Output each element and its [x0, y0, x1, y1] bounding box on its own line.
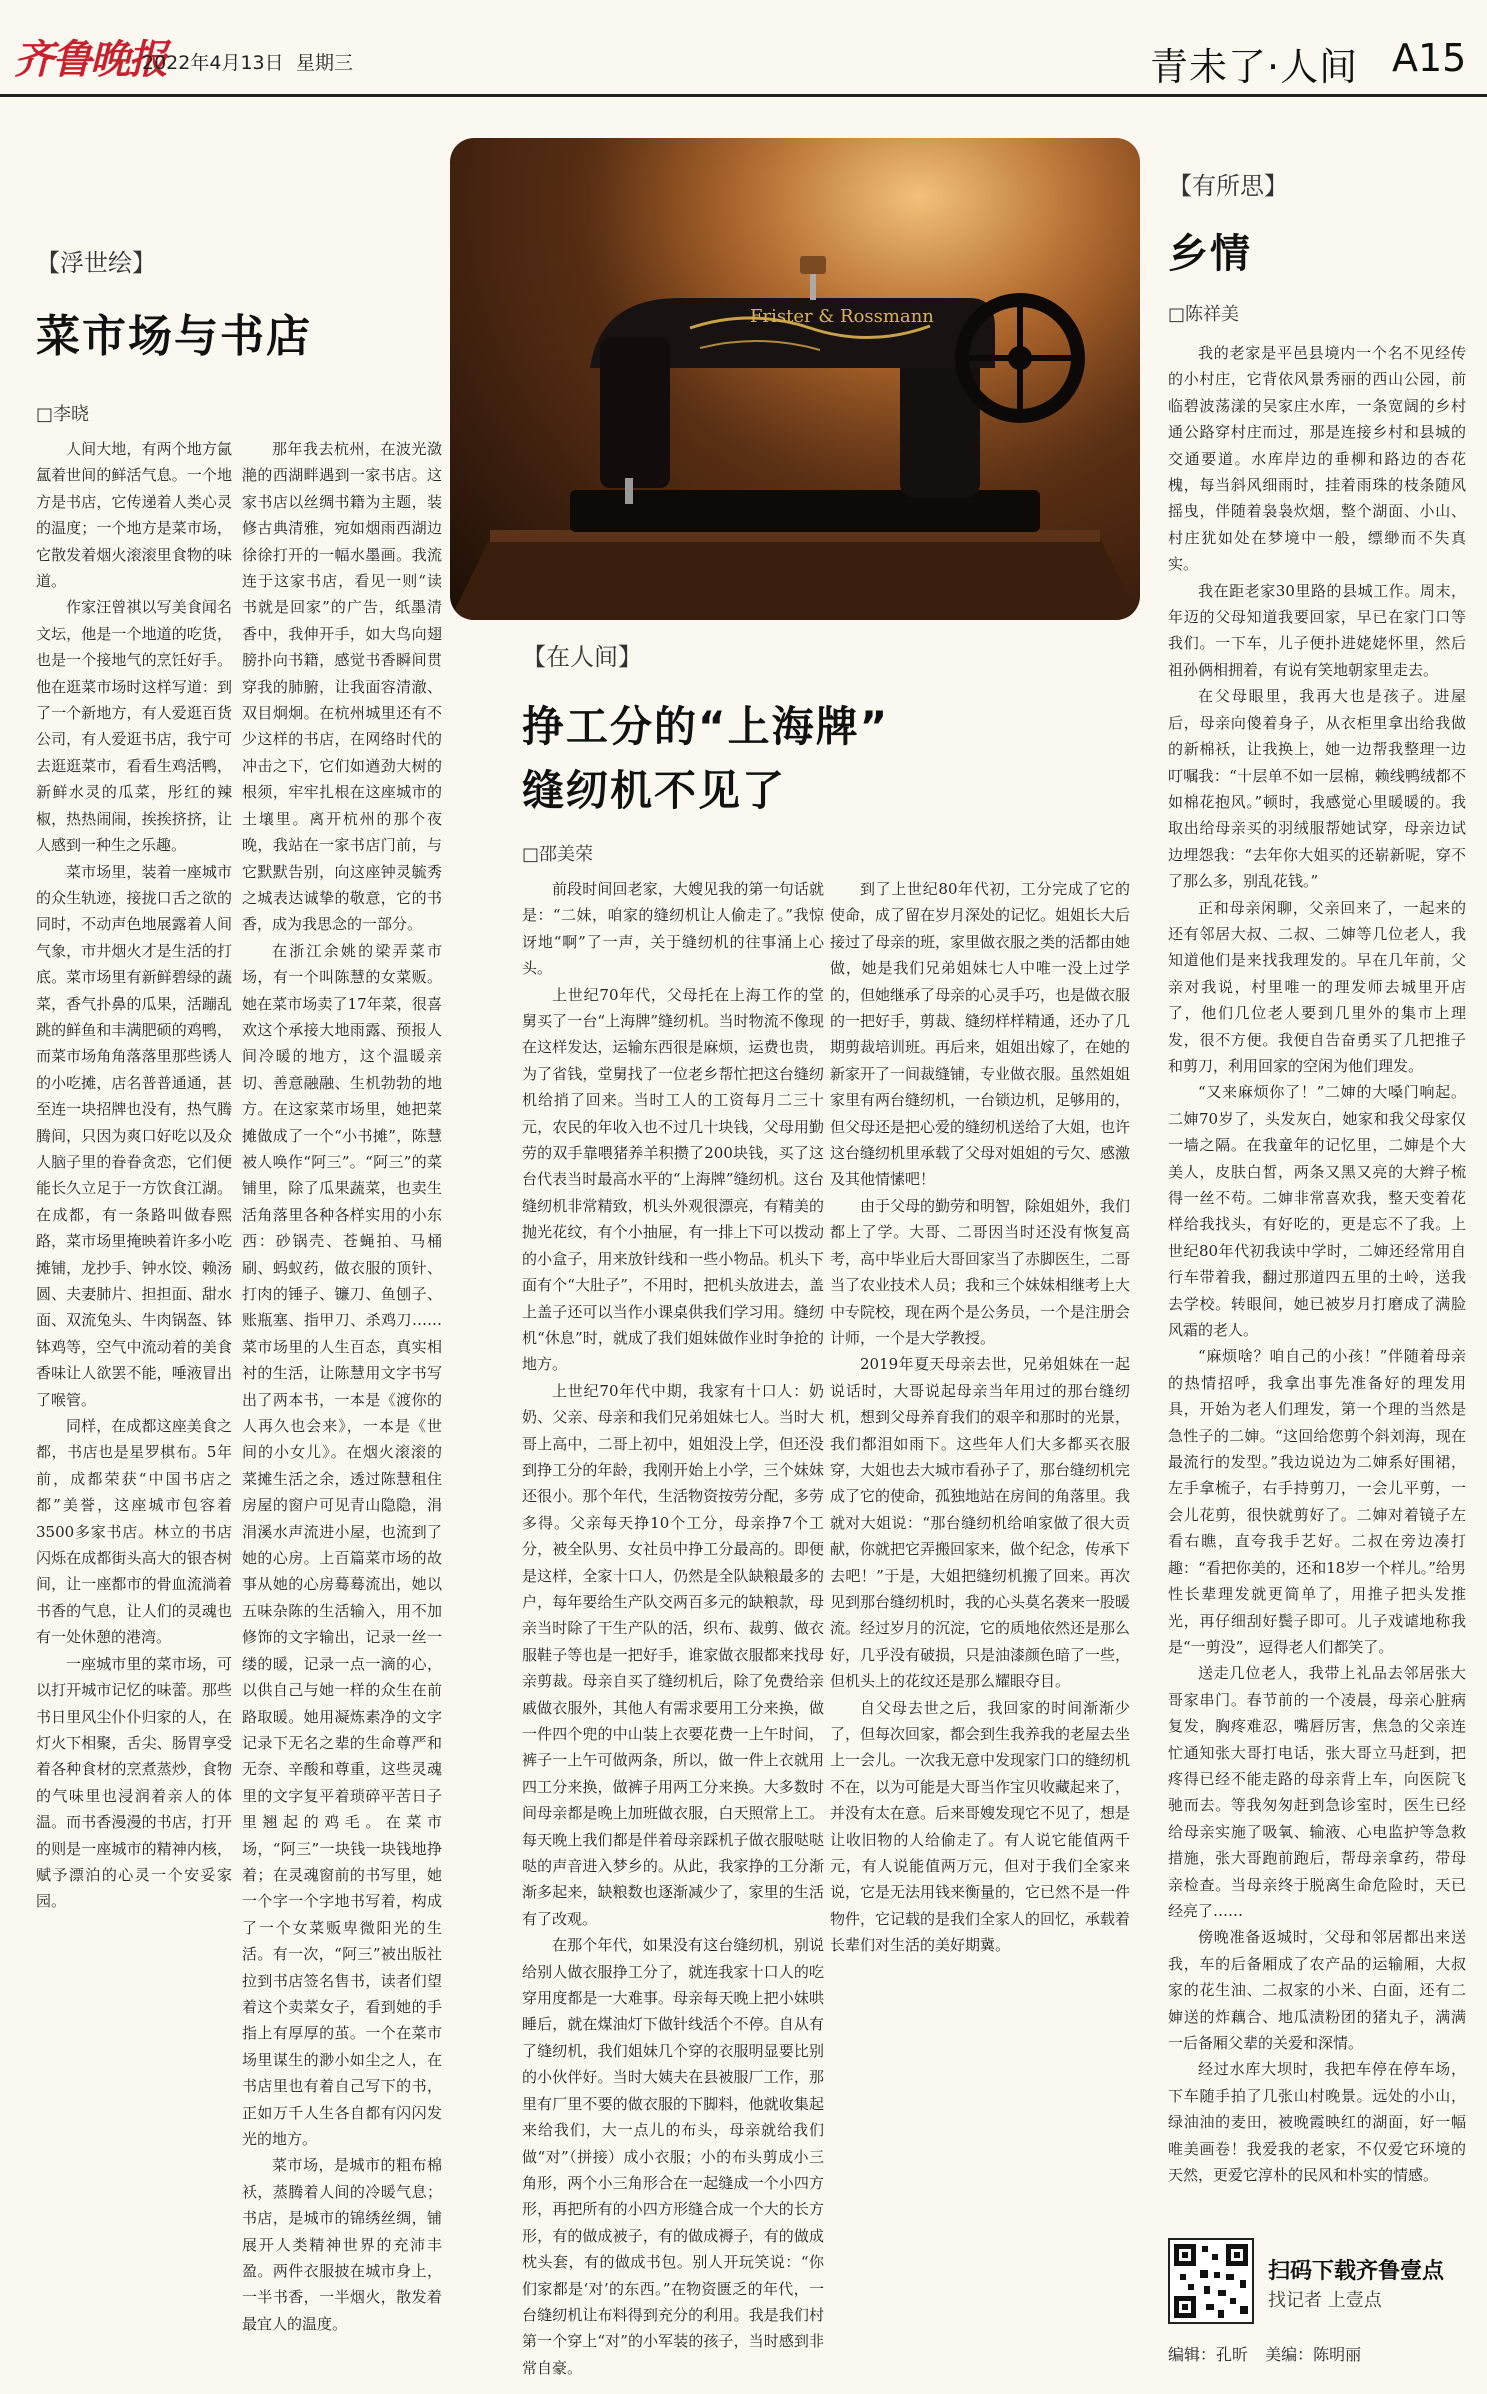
- paragraph: 送走几位老人，我带上礼品去邻居张大哥家串门。春节前的一个凌晨，母亲心脏病复发，胸疼难忍，嘴唇厉害，焦急的父亲连忙通知张大哥打电话，张大哥立马赶到，把疼得已经不能走路的母亲背上车，向医院飞驰而去。等我匆匆赶到急诊室时，医生已经给母亲实施了吸氧、输液、心电监护等急救措施，张大哥跑前跑后，帮母亲拿药，带母亲检查。当母亲终于脱离生命危险时，天已经亮了……: [1168, 1664, 1466, 1920]
- middle-article-column-2: [830, 876, 1130, 2381]
- designer-name: 美编：陈明丽: [1265, 2345, 1362, 2364]
- paragraph: 正和母亲闲聊，父亲回来了，一起来的还有邻居大叔、二叔、二婶等几位老人，我知道他们是来找我理发的。早在几年前，父亲对我说，村里唯一的理发师去城里开店了，他们几位老人要到几里外的集市上理发，很不方便。我便自告奋勇买了几把推子和剪刀，利用回家的空闲为他们理发。: [1168, 898, 1466, 1075]
- page-number: A15: [1392, 36, 1467, 80]
- left-article-column-1: [36, 436, 232, 2386]
- paragraph: 那年我去杭州，在波光潋滟的西湖畔遇到一家书店。这家书店以丝绸书籍为主题，装修古典清雅，宛如烟雨西湖边徐徐打开的一幅水墨画。我流连于这家书店，看见一则“读书就是回家”的广告，纸墨清香中，我伸开手，如大鸟向翅膀扑向书籍，感觉书香瞬间贯穿我的肺腑，让我面容清澈、双目炯炯。在杭州城里还有不少这样的书店，在网络时代的冲击之下，它们如遒劲大树的根须，牢牢扎根在这座城市的土壤里。离开杭州的那个夜晚，我站在一家书店门前，与它默默告别，向这座钟灵毓秀之城表达诚挚的敬意，它的书香，成为我思念的一部分。: [242, 440, 442, 934]
- middle-article-byline: □邵美荣: [522, 844, 594, 865]
- right-article-tag: 【有所思】: [1168, 172, 1288, 200]
- paragraph: 自父母去世之后，我回家的时间渐渐少了，但每次回家，都会到生我养我的老屋去坐上一会儿。一次我无意中发现家门口的缝纫机不在，以为可能是大哥当作宝贝收藏起来了，并没有太在意。后来哥嫂发现它不见了，想是让收旧物的人给偷走了。有人说它能值两千元，有人说能值两万元，但对于我们全家来说，它是无法用钱来衡量的，它已然不是一件物件，它记载的是我们全家人的回忆，承载着长辈们对生活的美好期冀。: [830, 1698, 1130, 1955]
- issue-weekday: 星期三: [296, 52, 354, 74]
- masthead-rule: [0, 94, 1487, 97]
- paragraph: 作家汪曾祺以写美食闻名文坛，他是一个地道的吃货，也是一个接地气的烹饪好手。他在逛菜市场时这样写道：到了一个新地方，有人爱逛百货公司，有人爱逛书店，我宁可去逛逛菜市，看看生鸡活鸭，新鲜水灵的瓜菜，彤红的辣椒，热热闹闹，挨挨挤挤，让人感到一种生之乐趣。: [36, 598, 232, 855]
- issue-date: 2022年4月13日: [142, 52, 284, 74]
- paragraph: 由于父母的勤劳和明智，除姐姐外，我们都上了学。大哥、二哥因当时还没有恢复高考，高中毕业后大哥回家当了赤脚医生，二哥当了农业技术人员；我和三个妹妹相继考上大中专院校，现在两个是公务员，一个是注册会计师，一个是大学教授。: [830, 1196, 1130, 1347]
- paragraph: 在浙江余姚的梁弄菜市场，有一个叫陈慧的女菜贩。她在菜市场卖了17年菜，很喜欢这个承接大地雨露、预报人间冷暖的地方，这个温暖亲切、善意融融、生机勃勃的地方。在这家菜市场里，她把菜摊做成了一个“小书摊”，陈慧被人唤作“阿三”。“阿三”的菜铺里，除了瓜果蔬菜，也卖生活角落里各种各样实用的小东西：砂锅壳、苍蝇拍、马桶刷、蚂蚁药，做衣服的顶针、打肉的锤子、镰刀、鱼刨子、账瓶塞、指甲刀、杀鸡刀……菜市场里的人生百态，真实相衬的生活，让陈慧用文字书写出了两本书，一本是《渡你的人再久也会来》，一本是《世间的小女儿》。在烟火滚滚的菜摊生活之余，透过陈慧租住房屋的窗户可见青山隐隐，涓涓溪水声流进小屋，也流到了她的心房。上百篇菜市场的故事从她的心房蓦蓦流出，她以五味杂陈的生活输入，用不加修饰的文字输出，记录一丝一缕的暖，记录一点一滴的心，以供自己与她一样的众生在前路取暖。她用凝炼素净的文字记录下无名之辈的生命尊严和无奈、辛酸和尊重，这些灵魂里的文字复平着琐碎平苦日子里翘起的鸡毛。在菜市场，“阿三”一块钱一块钱地挣着；在灵魂窗前的书写里，她一个字一个字地书写着，构成了一个女菜贩卑微阳光的生活。有一次，“阿三”被出版社拉到书店签名售书，读者们望着这个卖菜女子，看到她的手指上有厚厚的茧。一个在菜市场里谋生的渺小如尘之人，在书店里也有着自己写下的书，正如万千人生各自都有闪闪发光的地方。: [242, 941, 442, 2148]
- paragraph: 在父母眼里，我再大也是孩子。进屋后，母亲向傻着身子，从衣柜里拿出给我做的新棉袄，让我换上，她一边帮我整理一边叮嘱我：“十层单不如一层棉，赖线鸭绒都不如棉花抱风。”顿时，我感觉心里暖暖的。我取出给母亲买的羽绒服帮她试穿，母亲边试边埋怨我：“去年你大姐买的还崭新呢，穿不了那么多，别乱花钱。”: [1168, 687, 1466, 891]
- middle-article-column-1: [522, 876, 824, 2381]
- paragraph: 傍晚准备返城时，父母和邻居都出来送我，车的后备厢成了农产品的运输厢，大叔家的花生油、二叔家的小米、白面，还有二婶送的炸藕合、地瓜渍粉团的猪丸子，满满一后备厢父辈的关爱和深情。: [1168, 1928, 1466, 2052]
- right-article-title: 乡情: [1168, 231, 1252, 277]
- paragraph: 菜市场，是城市的粗布棉袄，蒸腾着人间的冷暖气息；书店，是城市的锦绣丝绸，铺展开人类精神世界的充沛丰盈。两件衣服披在城市身上，一半书香，一半烟火，散发着最宜人的温度。: [242, 2156, 442, 2333]
- scan-download-title: 扫码下载齐鲁壹点: [1268, 2259, 1445, 2284]
- middle-article-title-line-2: 缝纫机不见了: [522, 766, 787, 815]
- editor-name: 编辑：孔昕: [1168, 2345, 1249, 2364]
- paragraph: 同样，在成都这座美食之都，书店也是星罗棋布。5年前，成都荣获“中国书店之都”美誉，这座城市包容着3500多家书店。林立的书店闪烁在成都街头高大的银杏树间，让一座都市的骨血流淌着书香的气息，让人们的灵魂也有一处休憩的港湾。: [36, 1417, 232, 1647]
- masthead: [0, 0, 1487, 96]
- sewing-machine-photo: [450, 138, 1140, 620]
- paragraph: “麻烦啥？咱自己的小孩！”伴随着母亲的热情招呼，我拿出事先准备好的理发用具，开始为老人们理发，第一个理的当然是急性子的二婶。“这回给您剪个斜刘海，现在最流行的发型。”我边说边为二婶系好围裙，左手拿梳子，右手持剪刀，一会儿平剪，一会儿花剪，很快就剪好了。二婶对着镜子左看右瞧，直夸我手艺好。二叔在旁边凑打趣：“看把你美的，还和18岁一个样儿。”给男性长辈理发就更简单了，用推子把头发推光，再仔细刮好鬓子即可。儿子戏谑地称我是“一剪没”，逗得老人们都笑了。: [1168, 1347, 1466, 1656]
- right-article-column: [1168, 340, 1466, 2215]
- paragraph: 上世纪70年代中期，我家有十口人：奶奶、父亲、母亲和我们兄弟姐妹七人。当时大哥上高中，二哥上初中，姐姐没上学，但还没到挣工分的年龄，我刚开始上小学，三个妹妹还很小。那个年代，生活物资按劳分配，多劳多得。父亲每天挣10个工分，母亲挣7个工分，被全队男、女社员中挣工分最高的。即便是这样，全家十口人，仍然是全队缺粮最多的户，每年要给生产队交两百多元的缺粮款，母亲当时除了干生产队的活，织布、裁剪、做衣服鞋子等也是一把好手，谁家做衣服都来找母亲剪裁。母亲自买了缝纫机后，除了免费给亲戚做衣服外，其他人有需求要用工分来换，做一件四个兜的中山装上衣要花费一上午时间，裤子一上午可做两条，所以，做一件上衣就用四工分来换，做裤子用两工分来换。大多数时间母亲都是晚上加班做衣服，白天照常上工。每天晚上我们都是伴着母亲踩机子做衣服哒哒哒的声音进入梦乡的。从此，我家挣的工分渐渐多起来，缺粮数也逐渐减少了，家里的生活有了改观。: [522, 1381, 824, 1928]
- brand-decal: Frister & Rossmann: [750, 306, 934, 327]
- paragraph: 一座城市里的菜市场，可以打开城市记忆的味蕾。那些书日里风尘仆仆归家的人，在灯火下相聚，舌尖、肠胃享受着各种食材的烹煮蒸炒，食物的气味里也浸润着亲人的体温。而书香漫漫的书店，打开的则是一座城市的精神内核，赋予漂泊的心灵一个安妥家园。: [36, 1654, 232, 1911]
- section-name: 青未了·人间: [1150, 45, 1359, 89]
- paragraph: “又来麻烦你了！”二婶的大嗓门响起。二婶70岁了，头发灰白，她家和我父母家仅一墙之隔。在我童年的记忆里，二婶是个大美人，皮肤白皙，两条又黑又亮的大辫子梳得一丝不苟。二婶非常喜欢我，整天变着花样给我找头，有好吃的，更是忘不了我。上世纪80年代初我读中学时，二婶还经常用自行车带着我，翻过那道四五里的土岭，送我去学校。转眼间，她已被岁月打磨成了满脸风霜的老人。: [1168, 1083, 1466, 1340]
- paragraph: 我的老家是平邑县境内一个名不见经传的小村庄，它背依风景秀丽的西山公园，前临碧波荡漾的吴家庄水库，一条宽阔的乡村通公路穿村庄而过，那是连接乡村和县城的交通要道。水库岸边的垂柳和路边的杏花槐，每当斜风细雨时，挂着雨珠的枝条随风摇曳，伴随着袅袅炊烟，整个湖面、小山、村庄犹如处在梦境中一般，缥缈而不失真实。: [1168, 344, 1466, 574]
- qr-code-icon: [1170, 2240, 1252, 2322]
- middle-article-title-line-1: 挣工分的“上海牌”: [522, 702, 890, 751]
- paragraph: 在那个年代，如果没有这台缝纫机，别说给别人做衣服挣工分了，就连我家十口人的吃穿用度都是一大难事。母亲每天晚上把小妹哄睡后，就在煤油灯下做针线活个不停。自从有了缝纫机，我们姐妹几个穿的衣服明显要比别的小伙伴好。当时大姨夫在县被服厂工作，那里有厂里不要的做衣服的下脚料，他就收集起来给我们，大一点儿的布头，母亲就给我们做“对”（拼接）成小衣服；小的布头剪成小三角形，两个小三角形合在一起缝成一个小四方形，再把所有的小四方形缝合成一个大的长方形，有的做成被子，有的做成褥子，有的做成枕头套，有的做成书包。别人开玩笑说：“你们家都是‘对’的东西。”在物资匮乏的年代，一台缝纫机让布料得到充分的利用。我是我们村第一个穿上“对”的小军装的孩子，当时感到非常自豪。: [522, 1936, 824, 2377]
- paragraph: 到了上世纪80年代初，工分完成了它的使命，成了留在岁月深处的记忆。姐姐长大后接过了母亲的班，家里做衣服之类的活都由她做，她是我们兄弟姐妹七人中唯一没上过学的，但她继承了母亲的心灵手巧，也是做衣服的一把好手，剪裁、缝纫样样精通，还办了几期剪裁培训班。再后来，姐姐出嫁了，在她的新家开了一间裁缝铺，专业做衣服。虽然姐姐家里有两台缝纫机，一台锁边机，足够用的，但父母还是把心爱的缝纫机送给了大姐，也许这台缝纫机里承载了父母对姐姐的亏欠、感激及其他情愫吧！: [830, 880, 1130, 1189]
- left-article-byline: □李晓: [36, 404, 90, 425]
- scan-download-subtitle: 找记者 上壹点: [1268, 2290, 1382, 2311]
- paragraph: 人间大地，有两个地方氤氲着世间的鲜活气息。一个地方是书店，它传递着人类心灵的温度；一个地方是菜市场，它散发着烟火滚滚里食物的味道。: [36, 440, 232, 591]
- middle-article-tag: 【在人间】: [522, 643, 642, 671]
- sewing-machine-illustration: [450, 138, 1140, 620]
- paragraph: 2019年夏天母亲去世，兄弟姐妹在一起说话时，大哥说起母亲当年用过的那台缝纫机，想到父母养育我们的艰辛和那时的光景，我们都泪如雨下。这些年人们大多都买衣服穿，大姐也去大城市看孙子了，那台缝纫机完成了它的使命，孤独地站在房间的角落里。我就对大姐说：“那台缝纫机给咱家做了很大贡献，你就把它弄搬回家来，做个纪念，传承下去吧！”于是，大姐把缝纫机搬了回来。再次见到那台缝纫机时，我的心头莫名袭来一股暖流。经过岁月的沉淀，它的质地依然还是那么好，几乎没有破损，只是油漆颜色暗了一些，但机头上的花纹还是那么耀眼夺目。: [830, 1355, 1130, 1691]
- left-article-column-2: [242, 436, 442, 2386]
- editor-credits: [1168, 2342, 1361, 2365]
- paragraph: 上世纪70年代，父母托在上海工作的堂舅买了一台“上海牌”缝纫机。当时物流不像现在这样发达，运输东西很是麻烦，运费也贵，为了省钱，堂舅找了一位老乡帮忙把这台缝纫机给捎了回来。当时工人的工资每月二三十元，农民的年收入也不过几十块钱，父母用勤劳的双手靠喂猪养羊积攒了200块钱，买了这台代表当时最高水平的“上海牌”缝纫机。这台缝纫机非常精致，机头外观很漂亮，有精美的抛光花纹，有个小抽屉，有一排上下可以拨动的小盒子，用来放针线和一些小物品。机头下面有个“大肚子”，不用时，把机头放进去，盖上盖子还可以当作小课桌供我们学习用。缝纫机“休息”时，就成了我们姐妹做作业时争抢的地方。: [522, 985, 824, 1374]
- newspaper-logo: 齐鲁晚报: [14, 36, 166, 83]
- paragraph: 我在距老家30里路的县城工作。周末，年迈的父母知道我要回家，早已在家门口等我们。一下车，儿子便扑进姥姥怀里，然后祖孙俩相拥着，有说有笑地朝家里走去。: [1168, 581, 1466, 679]
- paragraph: 经过水库大坝时，我把车停在停车场，下车随手拍了几张山村晚景。远处的小山，绿油油的麦田，被晚霞映红的湖面，好一幅唯美画卷！我爱我的老家，不仅爱它环境的天然，更爱它淳朴的民风和朴实的情感。: [1168, 2060, 1466, 2185]
- paragraph: 菜市场里，装着一座城市的众生轨迹，接拢口舌之欲的同时，不动声色地展露着人间气象，市井烟火才是生活的打底。菜市场里有新鲜碧绿的蔬菜，香气扑鼻的瓜果，活蹦乱跳的鲜鱼和丰满肥硕的鸡鸭，而菜市场角角落落里那些诱人的小吃摊，店名普普通通，甚至连一块招牌也没有，热气腾腾间，只因为爽口好吃以及众人脑子里的眷眷贪恋，它们便能长久立足于一方饮食江湖。在成都，有一条路叫做春熙路，菜市场里掩映着许多小吃摊铺，龙抄手、钟水饺、赖汤圆、夫妻肺片、担担面、甜水面、双流兔头、牛肉锅盔、钵钵鸡等，空气中流动着的美食香味让人欲罢不能，唾液冒出了喉管。: [36, 862, 232, 1409]
- paragraph: 前段时间回老家，大嫂见我的第一句话就是：“二妹，咱家的缝纫机让人偷走了。”我惊讶地“啊”了一声，关于缝纫机的往事涌上心头。: [522, 880, 824, 978]
- left-article-title: 菜市场与书店: [36, 311, 312, 362]
- left-article-tag: 【浮世绘】: [36, 249, 156, 277]
- right-article-byline: □陈祥美: [1168, 304, 1240, 325]
- qr-code[interactable]: [1168, 2238, 1254, 2324]
